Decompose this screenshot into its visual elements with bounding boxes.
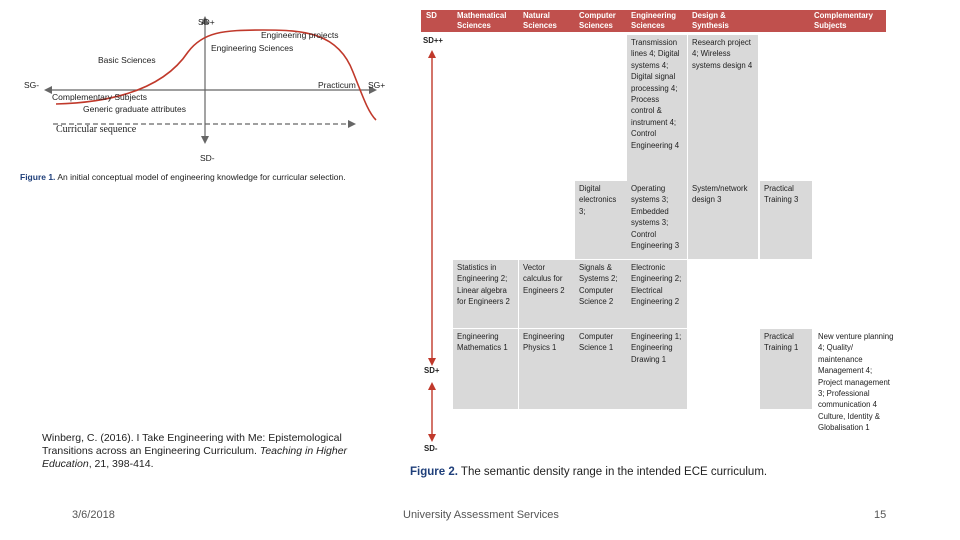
footer-date: 3/6/2018 xyxy=(72,509,115,521)
cell-computer-level3: Digital electronics 3; xyxy=(575,181,627,259)
cell-computer-level2: Signals & Systems 2; Computer Science 2 xyxy=(575,260,627,328)
cell-complementary-level1: New venture planning 4; Quality/ maintenance Management 4; Project management 3; Professional communication 4 Culture, Identity & Globalisation 1 xyxy=(818,332,894,433)
sd-range-arrows xyxy=(418,40,448,470)
cell-engineering-level3: Operating systems 3; Embedded systems 3; Control Engineering 3 xyxy=(627,181,687,259)
curriculum-table-header xyxy=(421,10,762,32)
header-engineering-sciences: Engineering Sciences xyxy=(631,11,677,30)
sg-axis-arrow-left xyxy=(44,86,52,94)
sd-plus-plus-label: SD++ xyxy=(423,36,443,45)
sd-upper-arrow-bottom xyxy=(428,358,436,366)
header-mathematical-sciences: Mathematical Sciences xyxy=(457,11,507,30)
sd-minus-label-fig2: SD- xyxy=(424,444,438,453)
cell-design-level4: Research project 4; Wireless systems design 4 xyxy=(688,35,758,181)
figure-2-caption xyxy=(410,466,767,478)
cell-natural-level2: Vector calculus for Engineers 2 xyxy=(519,260,575,328)
cell-design-level3: System/network design 3 xyxy=(688,181,758,259)
eng-projects-label: Engineering projects xyxy=(261,30,339,40)
sd-upper-arrow-top xyxy=(428,50,436,58)
sd-lower-arrow-bottom xyxy=(428,434,436,442)
cell-natural-level1: Engineering Physics 1 xyxy=(519,329,575,409)
sd-plus-label: SD+ xyxy=(198,17,215,27)
figure-1 xyxy=(18,12,390,190)
sd-axis-arrow-down xyxy=(201,136,209,144)
eng-sciences-label: Engineering Sciences xyxy=(211,43,294,53)
sd-minus-label: SD- xyxy=(200,153,215,163)
curricular-sequence-arrow xyxy=(348,120,356,128)
generic-attributes-label: Generic graduate attributes xyxy=(83,104,187,114)
citation-journal: Teaching in Higher Education xyxy=(42,445,348,470)
cell-computer-level1: Computer Science 1 xyxy=(575,329,627,409)
figure-1-caption-label: Figure 1. xyxy=(20,172,56,182)
citation-authors-title: Winberg, C. (2016). I Take Engineering with Me: Epistemological Transitions across an Engineering Curriculum. xyxy=(42,432,342,457)
cell-engineering-level2: Electronic Engineering 2; Electrical Engineering 2 xyxy=(627,260,687,328)
footer-organization: University Assessment Services xyxy=(403,509,559,521)
cell-math-level2: Statistics in Engineering 2; Linear algebra for Engineers 2 xyxy=(453,260,518,328)
citation xyxy=(42,432,372,471)
slide-number: 15 xyxy=(874,509,887,521)
sg-minus-label: SG- xyxy=(24,80,40,90)
citation-volume-pages: , 21, 398-414. xyxy=(88,458,154,470)
cell-engineering-level1: Engineering 1; Engineering Drawing 1 xyxy=(627,329,687,409)
curricular-sequence-label: Curricular sequence xyxy=(56,124,137,135)
header-design-synthesis: Design & Synthesis xyxy=(692,11,729,30)
cell-engineering-level4: Transmission lines 4; Digital systems 4; Digital signal processing 4; Process control & instrument 4; Control Engineering 4 xyxy=(627,35,687,181)
figure-2 xyxy=(410,10,918,482)
practicum-label: Practicum xyxy=(318,80,356,90)
cell-math-level1: Engineering Mathematics 1 xyxy=(453,329,518,409)
cell-practical-level1: Practical Training 1 xyxy=(760,329,812,409)
header-computer-sciences: Computer Sciences xyxy=(579,11,616,30)
curriculum-table-header-extension xyxy=(762,10,886,32)
header-natural-sciences: Natural Sciences xyxy=(523,11,557,30)
header-complementary-subjects: Complementary Subjects xyxy=(814,11,873,30)
figure-2-caption-text: The semantic density range in the intended ECE curriculum. xyxy=(457,466,768,478)
sd-lower-arrow-top xyxy=(428,382,436,390)
cell-practical-level3: Practical Training 3 xyxy=(760,181,812,259)
figure-1-caption xyxy=(20,172,346,182)
figure-1-caption-text: An initial conceptual model of engineering knowledge for curricular selection. xyxy=(55,172,346,182)
sg-plus-label: SG+ xyxy=(368,80,386,90)
header-sd: SD xyxy=(426,11,437,20)
complementary-label: Complementary Subjects xyxy=(52,92,147,102)
sd-plus-label-fig2: SD+ xyxy=(424,366,440,375)
basic-sciences-label: Basic Sciences xyxy=(98,55,156,65)
figure-2-caption-label: Figure 2. xyxy=(410,466,458,478)
